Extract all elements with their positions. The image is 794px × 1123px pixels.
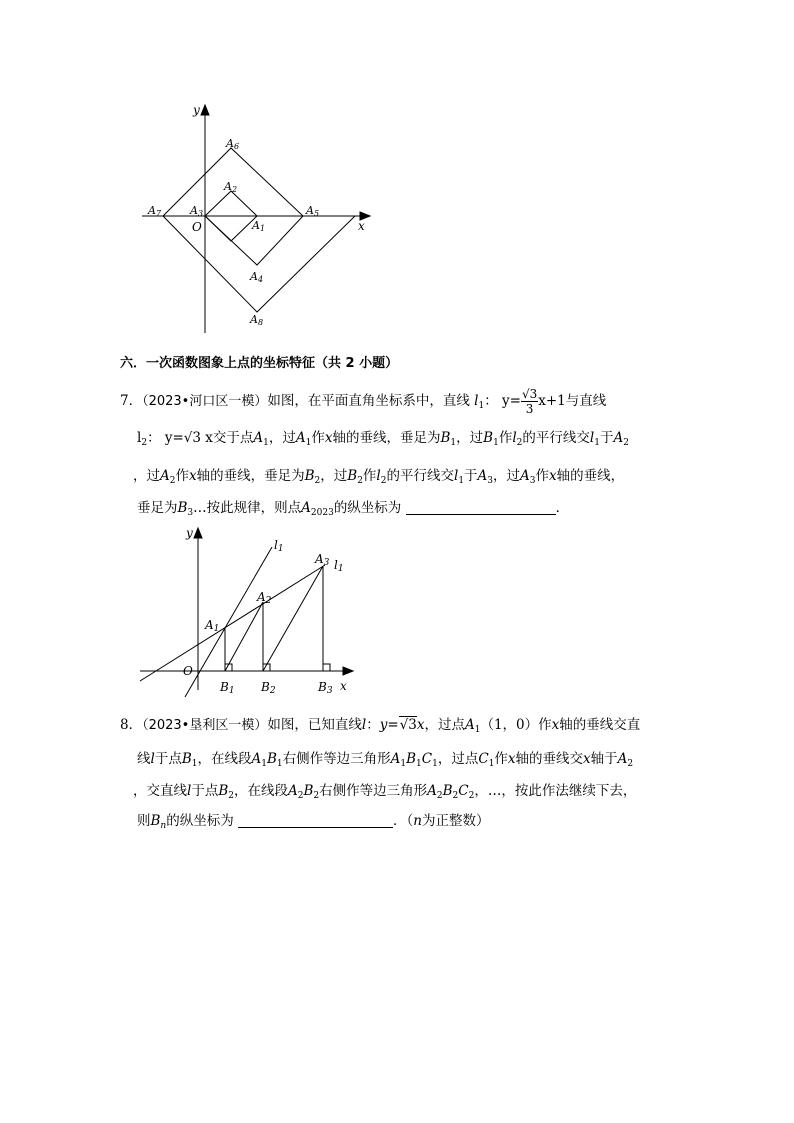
label-A7: A7 (148, 204, 162, 218)
label2-B2: B2 (261, 680, 276, 696)
q7-answer-blank[interactable] (406, 500, 556, 515)
label2-O: O (183, 664, 193, 678)
square-mid (163, 148, 303, 216)
y-arrow-2 (194, 528, 202, 538)
label-A3: A3 (190, 204, 204, 218)
q7-fraction: $\frac{√3}{3}$ (521, 387, 538, 416)
x-arrow-2 (343, 667, 353, 675)
q7-line-1: 7．（2023•河口区一模）如图，在平面直角坐标系中，直线 $l_1$： y= $\frac{√3}{3}$ x+1与直线 (120, 387, 607, 416)
q8-number: 8． (120, 717, 143, 733)
q7-source: （2023•河口区一模） (142, 394, 268, 409)
label-A5: A5 (306, 204, 320, 218)
q7-line-2: $l_2$： y=√3 x交于点$A_1$，过$A_1$作x轴的垂线，垂足为$B_1$，过$B_1$作$l_2$的平行线交$l_1$于$A_2$ (137, 430, 629, 448)
label2-l1-top: l1 (274, 538, 284, 554)
q7-line-4: 垂足为$B_3\dots$按此规律，则点$A_{2023}$的纵坐标为 ． (137, 500, 570, 518)
figure-squares (130, 100, 380, 340)
q7-number: 7． (120, 393, 143, 409)
q8-answer-blank[interactable] (238, 813, 393, 828)
label-O: O (192, 220, 202, 234)
label2-x: x (340, 679, 347, 693)
section-title: 六．一次函数图象上点的坐标特征（共 2 小题） (120, 356, 399, 371)
figure-lines (135, 525, 360, 700)
q7-line-3: ，过$A_2$作x轴的垂线，垂足为$B_2$，过$B_2$作$l_2$的平行线交$l_1$于$A_3$，过$A_3$作x轴的垂线， (133, 468, 625, 486)
label-A2: A2 (224, 180, 238, 194)
q8-source: （2023•垦利区一模） (142, 718, 268, 733)
label2-A3: A3 (315, 552, 330, 568)
label2-B3: B3 (318, 680, 333, 696)
q8-line-1: 8．（2023•垦利区一模）如图，已知直线l：y=√3x，过点$A_1(1$，0）作x轴的垂线交直 (120, 717, 641, 735)
label2-A2: A2 (257, 590, 272, 606)
label-A1: A1 (252, 219, 266, 233)
q8-line-2: 线l于点$B_1$，在线段$A_1B_1$右侧作等边三角形$A_1B_1C_1$，过点$C_1$作x轴的垂线交x轴于$A_2$ (137, 751, 634, 769)
label2-B1: B1 (220, 680, 235, 696)
q7-eq2: y=√3 x (164, 430, 213, 446)
label-A6: A6 (226, 137, 240, 151)
label2-y: y (186, 526, 193, 540)
y-arrow (201, 105, 209, 115)
q8-line-3: ，交直线l于点$B_2$，在线段$A_2B_2$右侧作等边三角形$A_2B_2C_2$，…，按此作法继续下去， (133, 783, 637, 801)
parallel-B2A3 (263, 566, 323, 671)
label-x: x (358, 219, 365, 233)
label-A8: A8 (250, 313, 264, 327)
label-A4: A4 (250, 270, 264, 284)
q8-line-4: 则$B_n$的纵坐标为 ．（n为正整数） (137, 813, 490, 831)
label-y: y (193, 103, 200, 117)
label2-A1: A1 (205, 618, 220, 634)
parallel-B1A2 (225, 602, 263, 671)
label2-l1-right: l1 (334, 558, 344, 574)
q7-text: 如图，在平面直角坐标系中，直线 (267, 393, 470, 409)
